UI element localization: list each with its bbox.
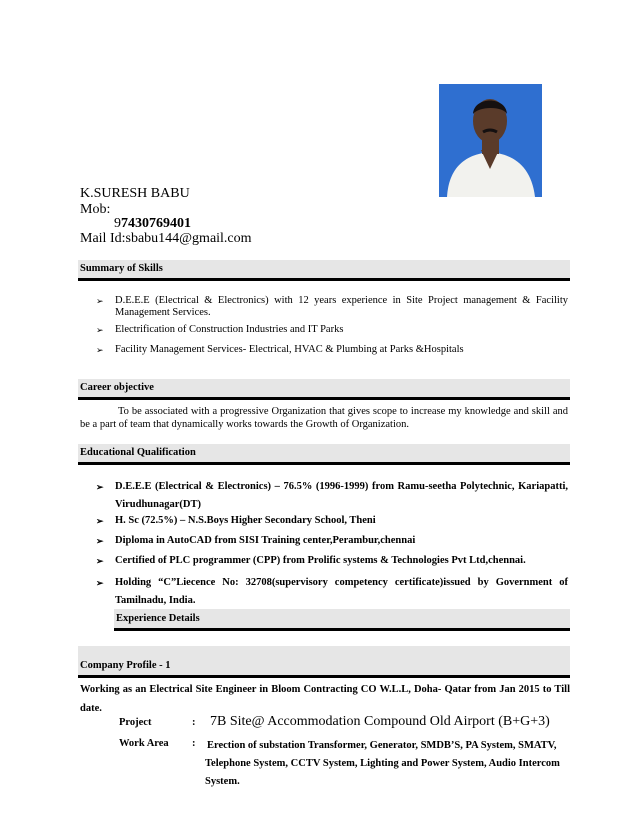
section-experience-header: Experience Details — [114, 609, 570, 631]
email-address: Mail Id:sbabu144@gmail.com — [80, 231, 252, 246]
summary-item-text: Facility Management Services- Electrical, HVAC & Plumbing at Parks &Hospitals — [115, 344, 464, 355]
project-value: 7B Site@ Accommodation Compound Old Airport (B+G+3) — [210, 714, 550, 729]
profile-photo — [439, 84, 542, 197]
education-item — [96, 514, 568, 528]
candidate-name: K.SURESH BABU — [80, 186, 190, 201]
phone-digits: 7430769401 — [121, 216, 191, 231]
education-item-text: H. Sc (72.5%) – N.S.Boys Higher Secondary School, Theni — [115, 515, 376, 526]
summary-item — [96, 344, 568, 356]
bullet-arrow-icon: ➢ — [96, 482, 104, 492]
education-item — [96, 574, 568, 608]
summary-item-text: D.E.E.E (Electrical & Electronics) with 12 years experience in Site Project management & Facility Management Services. — [115, 295, 568, 318]
bullet-arrow-icon: ➢ — [96, 325, 104, 335]
bullet-arrow-icon: ➢ — [96, 516, 104, 526]
career-objective-text: To be associated with a progressive Organization that gives scope to increase my knowledge and skill and be a part of team that dynamically works towards the Growth of Organization. — [80, 406, 568, 430]
summary-item — [96, 324, 568, 336]
bullet-arrow-icon: ➢ — [96, 345, 104, 355]
section-company-header: Company Profile - 1 — [78, 646, 570, 678]
education-item — [96, 534, 568, 548]
summary-item — [96, 295, 568, 321]
work-area-value: Erection of substation Transformer, Generator, SMDB’S, PA System, SMATV, Telephone System, CCTV System, Lighting and Power System, Audio Intercom System. — [205, 740, 560, 787]
education-item-text: Diploma in AutoCAD from SISI Training center,Perambur,chennai — [115, 535, 416, 546]
section-career-header: Career objective — [78, 379, 570, 400]
phone-prefix: 9 — [114, 216, 121, 231]
summary-item-text: Electrification of Construction Industries and IT Parks — [115, 324, 344, 335]
section-education-header: Educational Qualification — [78, 444, 570, 465]
bullet-arrow-icon: ➢ — [96, 536, 104, 546]
education-item — [96, 554, 568, 568]
project-colon: : — [192, 717, 196, 728]
education-item-text: Holding “C”Liecence No: 32708(supervisory competency certificate)issued by Government of Tamilnadu, India. — [115, 577, 568, 606]
company-summary: Working as an Electrical Site Engineer in Bloom Contracting CO W.L.L, Doha- Qatar from Jan 2015 to Till date. — [80, 684, 570, 714]
bullet-arrow-icon: ➢ — [96, 578, 104, 588]
bullet-arrow-icon: ➢ — [96, 556, 104, 566]
section-summary-header: Summary of Skills — [78, 260, 570, 281]
work-area-label: Work Area — [119, 738, 169, 749]
education-item-text: Certified of PLC programmer (CPP) from Prolific systems & Technologies Pvt Ltd,chennai. — [115, 555, 526, 566]
phone-number — [114, 216, 191, 232]
work-area-colon: : — [192, 738, 196, 749]
education-item-text: D.E.E.E (Electrical & Electronics) – 76.5% (1996-1999) from Ramu-seetha Polytechnic, Kariapatti, Virudhunagar(DT) — [115, 481, 568, 510]
mobile-label: Mob: — [80, 202, 111, 217]
education-item — [96, 478, 568, 512]
bullet-arrow-icon: ➢ — [96, 296, 104, 306]
person-portrait-icon — [439, 84, 542, 197]
project-label: Project — [119, 717, 152, 728]
